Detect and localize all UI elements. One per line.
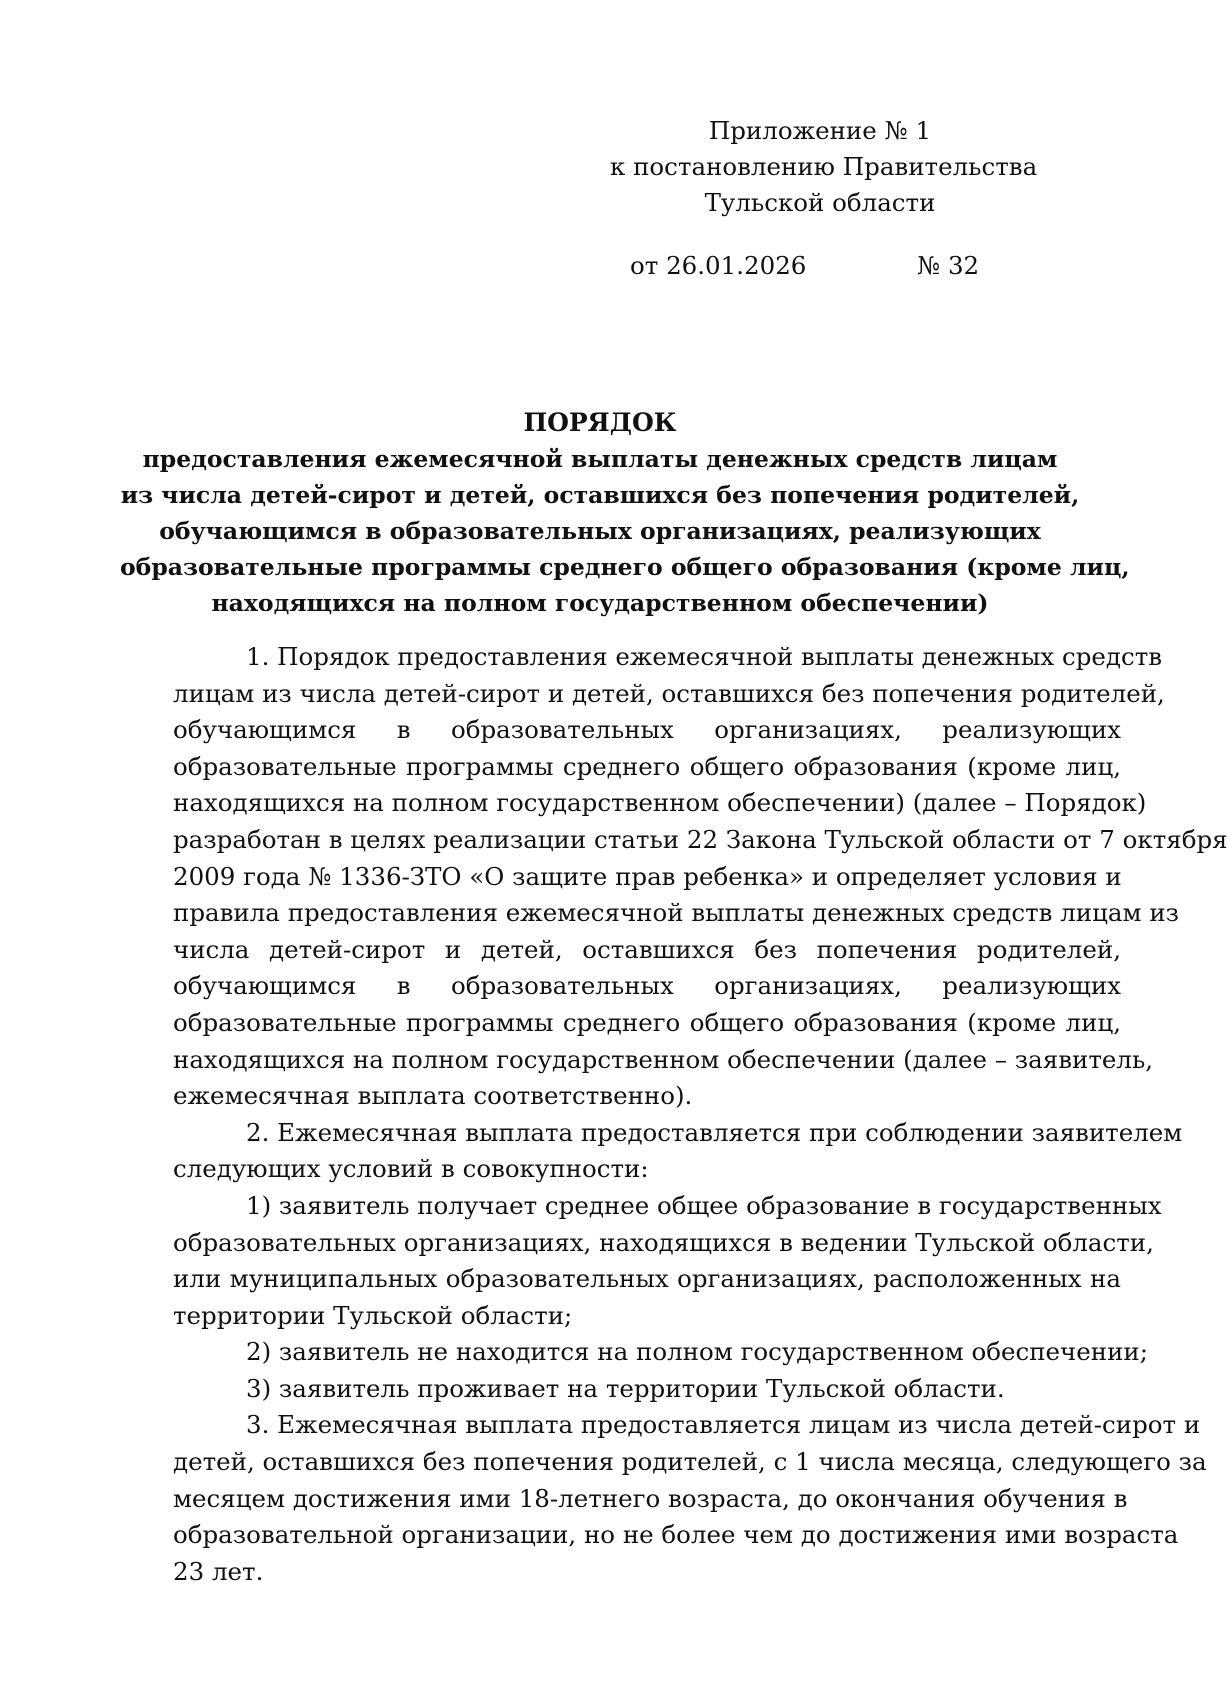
annex-line: Приложение № 1 (708, 116, 932, 145)
paragraph-line: 2009 года № 1336-ЗТО «О защите прав ребенка» и определяет условия и (173, 861, 1122, 891)
title-subtitle-line: образовательные программы среднего общего образования (кроме лиц, (120, 553, 1130, 581)
paragraph-line: 1) заявитель получает среднее общее образование в государственных (246, 1190, 1162, 1220)
paragraph-line: находящихся на полном государственном обеспечении) (далее – Порядок) (173, 788, 1147, 818)
annex-line: Тульской области (704, 188, 936, 217)
paragraph-line: следующих условий в совокупности: (173, 1154, 649, 1184)
paragraph-line: образовательных организациях, находящихся в ведении Тульской области, (173, 1227, 1154, 1257)
paragraph-line: 1. Порядок предоставления ежемесячной выплаты денежных средств (246, 642, 1163, 671)
paragraph-line: 3) заявитель проживает на территории Тульской области. (246, 1373, 1005, 1403)
paragraph-line: находящихся на полном государственном обеспечении (далее – заявитель, (173, 1044, 1154, 1074)
paragraph-line: 3. Ежемесячная выплата предоставляется лицам из числа детей-сирот и (246, 1410, 1201, 1440)
document-body (173, 639, 1228, 1590)
title-subtitle-line: из числа детей-сирот и детей, оставшихся без попечения родителей, (120, 481, 1080, 509)
resolution-date: от 26.01.2026 (630, 251, 807, 280)
paragraph-line: числа детей-сирот и детей, оставшихся без попечения родителей, (173, 934, 1121, 964)
paragraph-line: обучающимся в образовательных организациях, реализующих (173, 715, 1121, 745)
title-main: ПОРЯДОК (523, 408, 677, 437)
paragraph-line: правила предоставления ежемесячной выплаты денежных средств лицам из (173, 898, 1180, 928)
paragraph-line: территории Тульской области; (173, 1300, 573, 1330)
paragraph-line: детей, оставшихся без попечения родителей, с 1 числа месяца, следующего за (173, 1447, 1207, 1477)
paragraph-line: обучающимся в образовательных организациях, реализующих (173, 971, 1121, 1001)
paragraph-line: лицам из числа детей-сирот и детей, оставшихся без попечения родителей, (173, 678, 1165, 708)
annex-header (610, 113, 1038, 221)
title-subtitle-line: предоставления ежемесячной выплаты денежных средств лицам (142, 445, 1058, 473)
paragraph-line: ежемесячная выплата соответственно). (173, 1081, 693, 1111)
paragraph-line: образовательные программы среднего общего образования (кроме лиц, (173, 1007, 1121, 1037)
title-subtitle-line: обучающимся в образовательных организациях, реализующих (159, 517, 1041, 545)
document-title (120, 405, 1130, 621)
title-subtitle-line: находящихся на полном государственном обеспечении) (211, 589, 989, 617)
paragraph-line: или муниципальных образовательных организациях, расположенных на (173, 1264, 1121, 1294)
resolution-number: № 32 (917, 251, 980, 280)
paragraph-line: образовательные программы среднего общего образования (кроме лиц, (173, 751, 1121, 781)
paragraph-line: 2. Ежемесячная выплата предоставляется при соблюдении заявителем (246, 1117, 1183, 1147)
paragraph-line: 2) заявитель не находится на полном государственном обеспечении; (246, 1337, 1148, 1367)
paragraph-line: разработан в целях реализации статьи 22 Закона Тульской области от 7 октября (173, 824, 1228, 854)
paragraph-line: 23 лет. (173, 1556, 264, 1586)
paragraph-line: месяцем достижения ими 18-летнего возраста, до окончания обучения в (173, 1483, 1128, 1513)
paragraph-line: образовательной организации, но не более чем до достижения ими возраста (173, 1520, 1179, 1550)
annex-line: к постановлению Правительства (610, 152, 1038, 181)
